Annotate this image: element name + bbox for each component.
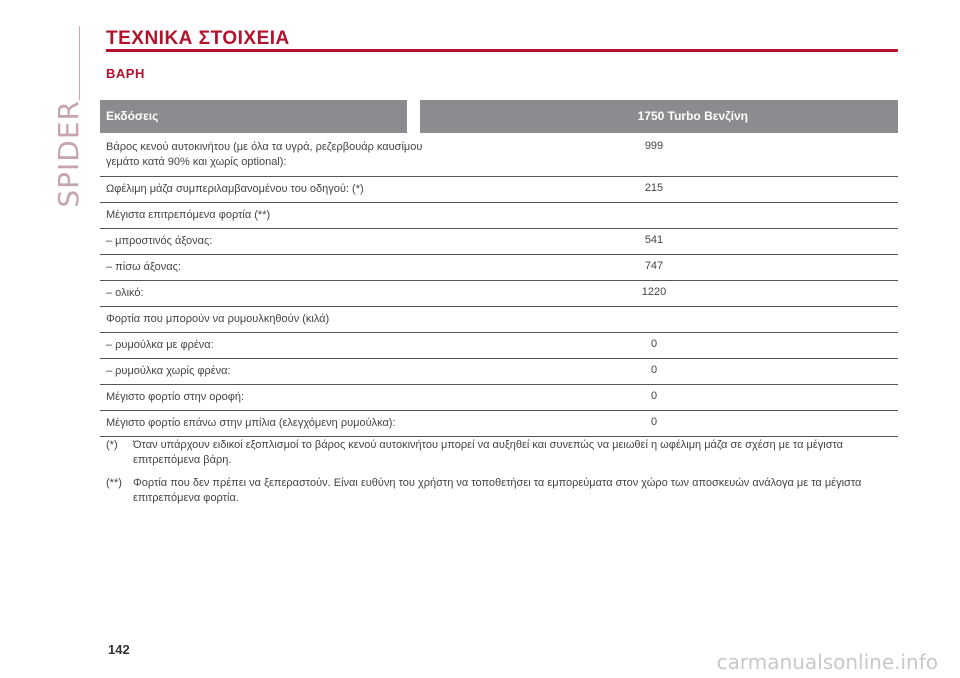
page-title: ΤΕΧΝΙΚΑ ΣΤΟΙΧΕΙΑ bbox=[106, 28, 290, 49]
table-row bbox=[100, 229, 898, 255]
row-label: Φορτία που μπορούν να ρυμουλκηθούν (κιλά) bbox=[106, 313, 330, 325]
row-value: 541 bbox=[644, 234, 664, 246]
row-label: – πίσω άξονας: bbox=[106, 261, 181, 273]
table-row bbox=[100, 359, 898, 385]
row-label: Μέγιστο φορτίο επάνω στην μπίλια (ελεγχόμενη ρυμούλκα): bbox=[106, 417, 396, 429]
table-row bbox=[100, 307, 898, 333]
row-label: Μέγιστα επιτρεπόμενα φορτία (**) bbox=[106, 209, 271, 221]
row-value: 0 bbox=[650, 364, 658, 376]
row-label: – ολικό: bbox=[106, 287, 144, 299]
page-number: 142 bbox=[108, 642, 130, 657]
footnote bbox=[100, 476, 898, 506]
row-value: 999 bbox=[644, 140, 664, 152]
footnote-text: Φορτία που δεν πρέπει να ξεπεραστούν. Είναι ευθύνη του χρήστη να τοποθετήσει τα εμπορεύματα στον χώρο των αποσκευών ανάλογα με τα μέγιστα επιτρεπόμενα φορτία. bbox=[133, 477, 862, 504]
row-label: – ρυμούλκα με φρένα: bbox=[106, 339, 214, 351]
watermark: carmanualsonline.info bbox=[716, 650, 938, 674]
section-subtitle: ΒΑΡΗ bbox=[106, 66, 145, 81]
title-divider bbox=[106, 49, 898, 52]
row-value: 747 bbox=[644, 260, 664, 272]
footnote bbox=[100, 438, 898, 468]
footnote-mark: (*) bbox=[106, 439, 118, 451]
row-label: Βάρος κενού αυτοκινήτου (με όλα τα υγρά, ρεζερβουάρ καυσίμου γεμάτο κατά 90% και χωρίς optional): bbox=[106, 141, 423, 168]
row-label: Ωφέλιμη μάζα συμπεριλαμβανομένου του οδηγού: (*) bbox=[106, 183, 364, 195]
table-row bbox=[100, 177, 898, 203]
row-value: 0 bbox=[650, 416, 658, 428]
table-header-engine: 1750 Turbo Βενζίνη bbox=[420, 100, 898, 133]
row-value: 0 bbox=[650, 390, 658, 402]
row-value: 1220 bbox=[641, 286, 667, 298]
table-row bbox=[100, 333, 898, 359]
row-value: 0 bbox=[650, 338, 658, 350]
table-row bbox=[100, 385, 898, 411]
table-row bbox=[100, 411, 898, 437]
side-brand-label: SPIDER bbox=[52, 100, 85, 208]
table-row bbox=[100, 133, 898, 177]
weights-table bbox=[100, 133, 898, 437]
table-row bbox=[100, 255, 898, 281]
table-row bbox=[100, 281, 898, 307]
footnote-mark: (**) bbox=[106, 477, 122, 489]
footnote-text: Όταν υπάρχουν ειδικοί εξοπλισμοί το βάρος κενού αυτοκινήτου μπορεί να αυξηθεί και συνεπώς να μειωθεί η ωφέλιμη μάζα σε σχέση με τα μέγιστα επιτρεπόμενα βάρη. bbox=[133, 439, 844, 466]
side-rule bbox=[79, 26, 80, 100]
row-label: – ρυμούλκα χωρίς φρένα: bbox=[106, 365, 231, 377]
table-row bbox=[100, 203, 898, 229]
row-label: Μέγιστο φορτίο στην οροφή: bbox=[106, 391, 245, 403]
row-value: 215 bbox=[644, 182, 664, 194]
table-header-versions: Εκδόσεις bbox=[100, 100, 407, 133]
row-label: – μπροστινός άξονας: bbox=[106, 235, 213, 247]
